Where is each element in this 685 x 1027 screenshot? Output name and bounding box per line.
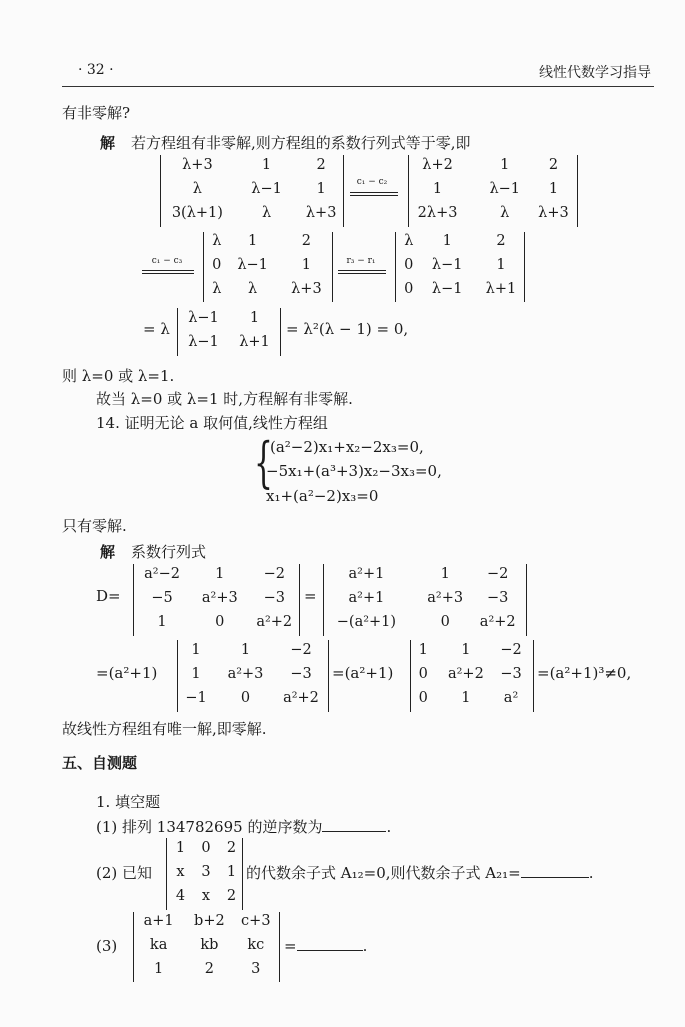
operation-label: r₃ − r₁ (346, 256, 376, 266)
question-3 (284, 937, 367, 955)
matrix-cell: λ (404, 233, 414, 250)
matrix-cell: 1 (175, 839, 186, 856)
matrix-cell: 0 (212, 257, 222, 273)
text-line: 若方程组有非零解,则方程组的系数行列式等于零,即 (131, 134, 471, 152)
matrix-cell: λ+3 (538, 205, 569, 222)
matrix-cell: 3 (251, 960, 261, 977)
left-brace: { (254, 431, 273, 494)
matrix-cell: λ (212, 233, 222, 250)
matrix-cell: 0 (404, 280, 414, 297)
matrix-cell: 4 (175, 888, 186, 905)
matrix-cell: 1 (316, 181, 326, 197)
matrix-cell: a+1 (143, 913, 174, 930)
question-text: (1) 排列 134782695 的逆序数为 (96, 818, 323, 836)
matrix-cell: 1 (191, 641, 201, 658)
question-2 (246, 862, 594, 883)
operation-label: c₁ − c₂ (356, 177, 388, 187)
matrix-cell: ka (149, 937, 168, 953)
determinant-1 (160, 155, 344, 227)
matrix-cell: −3 (290, 666, 312, 682)
equals-sign (338, 270, 386, 274)
matrix-cell: a²+3 (227, 666, 264, 682)
matrix-cell: −2 (500, 641, 522, 658)
equals-sign (350, 192, 398, 196)
matrix-cell: a²+2 (479, 614, 516, 631)
equation-suffix: = λ²(λ − 1) = 0, (286, 320, 409, 338)
matrix-cell: λ+1 (239, 334, 270, 351)
matrix-cell: λ (500, 205, 510, 222)
determinant-b (323, 564, 527, 636)
d-label: D= (96, 587, 121, 605)
question-text: = (284, 937, 297, 955)
matrix-cell: a²+2 (283, 690, 319, 707)
fill-in-title: 1. 填空题 (96, 793, 161, 811)
matrix-cell: −2 (487, 565, 509, 582)
determinant-d (410, 640, 534, 712)
equation-line: x₁+(a²−2)x₃=0 (266, 487, 379, 505)
question-text: 的代数余子式 A₁₂=0,则代数余子式 A₂₁= (246, 864, 521, 882)
determinant-4 (395, 232, 525, 302)
determinant-c (177, 640, 329, 712)
matrix-cell: λ−1 (489, 181, 521, 197)
matrix-cell: kc (247, 937, 265, 953)
equation-line: (a²−2)x₁+x₂−2x₃=0, (270, 438, 424, 456)
matrix-cell: 2 (204, 960, 215, 977)
matrix-cell: 0 (404, 257, 414, 273)
text-line: 系数行列式 (131, 543, 207, 561)
matrix-cell: 1 (154, 960, 164, 977)
matrix-cell: −2 (263, 565, 285, 582)
matrix-cell: λ−1 (251, 181, 282, 197)
equation-mid: =(a²+1) (332, 664, 394, 682)
matrix-cell: 1 (496, 257, 506, 273)
text-line: 有非零解? (62, 104, 131, 122)
question-end: . (386, 818, 392, 836)
matrix-cell: a²+2 (447, 666, 484, 682)
matrix-cell: −3 (500, 666, 522, 682)
matrix-cell: 0 (215, 614, 225, 631)
matrix-cell: 1 (440, 565, 450, 582)
matrix-cell: 1 (226, 864, 237, 880)
matrix-cell: 1 (249, 309, 260, 326)
matrix-cell: a²+3 (201, 590, 238, 606)
solve-label: 解 (100, 134, 116, 152)
determinant-2 (408, 155, 578, 227)
matrix-cell: 1 (442, 233, 452, 250)
matrix-cell: 1 (301, 257, 312, 273)
matrix-cell: 2λ+3 (417, 205, 458, 222)
equals-sign (142, 270, 194, 274)
answer-blank[interactable] (322, 831, 386, 832)
matrix-cell: λ−1 (237, 257, 268, 273)
matrix-cell: 1 (215, 565, 225, 582)
matrix-cell: x (201, 888, 211, 905)
header-rule (62, 86, 654, 87)
question-2-prefix: (2) 已知 (96, 864, 153, 882)
matrix-cell: λ−1 (431, 257, 463, 273)
matrix-cell: a²−2 (144, 565, 180, 582)
matrix-cell: 1 (548, 181, 559, 197)
matrix-cell: 0 (201, 839, 211, 856)
text-line: 只有零解. (62, 517, 127, 535)
matrix-cell: λ (261, 205, 272, 222)
matrix-cell: λ+3 (182, 156, 213, 173)
matrix-cell: 1 (432, 181, 443, 197)
question-3-prefix: (3) (96, 937, 118, 955)
matrix-cell: 0 (440, 614, 450, 631)
equation-suffix: =(a²+1)³≠0, (537, 664, 632, 682)
question-end: . (588, 864, 594, 882)
matrix-cell: a²+2 (256, 614, 293, 631)
matrix-cell: a²+1 (348, 590, 385, 606)
matrix-cell: −5 (151, 590, 173, 606)
matrix-cell: 0 (418, 666, 428, 682)
matrix-cell: 2 (496, 233, 506, 250)
matrix-cell: 0 (418, 690, 428, 707)
equation-prefix: =(a²+1) (96, 664, 158, 682)
matrix-cell: 2 (226, 839, 237, 856)
matrix-cell: 2 (226, 888, 237, 905)
matrix-cell: b+2 (194, 913, 225, 930)
question-14: 14. 证明无论 a 取何值,线性方程组 (96, 414, 328, 432)
matrix-cell: 3 (201, 864, 211, 880)
matrix-cell: 1 (461, 641, 471, 658)
equation-line: −5x₁+(a³+3)x₂−3x₃=0, (266, 462, 442, 480)
matrix-cell: a²+3 (427, 590, 464, 606)
matrix-cell: 3(λ+1) (171, 205, 223, 222)
matrix-cell: λ+1 (485, 280, 517, 297)
matrix-cell: 1 (157, 614, 167, 631)
determinant-5 (177, 308, 281, 356)
matrix-cell: −3 (263, 590, 285, 606)
matrix-cell: λ−1 (431, 280, 463, 297)
matrix-cell: 2 (548, 156, 559, 173)
text-line: 则 λ=0 或 λ=1. (62, 367, 175, 385)
matrix-cell: λ (248, 280, 258, 297)
section-title: 五、自测题 (62, 754, 138, 772)
solve-label: 解 (100, 543, 116, 561)
question-end: . (362, 937, 368, 955)
matrix-cell: a² (503, 690, 519, 707)
answer-blank[interactable] (297, 950, 363, 951)
matrix-cell: 0 (240, 690, 251, 707)
determinant-q2 (166, 838, 243, 910)
matrix-cell: λ+3 (305, 205, 337, 222)
determinant-a (133, 564, 300, 636)
matrix-cell: −(a²+1) (336, 614, 397, 631)
matrix-cell: 1 (261, 156, 272, 173)
operation-label: c₁ − c₃ (151, 256, 183, 266)
determinant-3 (203, 232, 333, 302)
matrix-cell: 1 (418, 641, 428, 658)
matrix-cell: 1 (461, 690, 471, 707)
determinant-q3 (133, 912, 280, 982)
matrix-cell: λ (212, 280, 222, 297)
matrix-cell: −3 (487, 590, 509, 606)
matrix-cell: 1 (240, 641, 251, 658)
matrix-cell: 1 (500, 156, 510, 173)
matrix-cell: λ+2 (422, 156, 453, 173)
matrix-cell: c+3 (241, 913, 271, 930)
matrix-cell: −2 (290, 641, 312, 658)
text-line: 故当 λ=0 或 λ=1 时,方程解有非零解. (96, 390, 353, 408)
equation-prefix: = λ (143, 320, 170, 338)
matrix-cell: x (176, 864, 185, 880)
matrix-cell: 2 (301, 233, 312, 250)
matrix-cell: a²+1 (348, 565, 385, 582)
answer-blank[interactable] (521, 877, 589, 878)
running-title: 线性代数学习指导 (539, 65, 651, 81)
matrix-cell: 1 (191, 666, 201, 682)
matrix-cell: 1 (248, 233, 258, 250)
matrix-cell: λ−1 (188, 309, 219, 326)
page-number: · 32 · (78, 62, 114, 78)
matrix-cell: λ+3 (291, 280, 322, 297)
text-line: 故线性方程组有唯一解,即零解. (62, 720, 267, 738)
matrix-cell: 2 (316, 156, 326, 173)
matrix-cell: kb (200, 937, 219, 953)
matrix-cell: λ (192, 181, 202, 197)
question-1 (96, 816, 391, 837)
equals-sign: = (304, 587, 317, 605)
matrix-cell: λ−1 (188, 334, 219, 351)
matrix-cell: −1 (185, 690, 207, 707)
